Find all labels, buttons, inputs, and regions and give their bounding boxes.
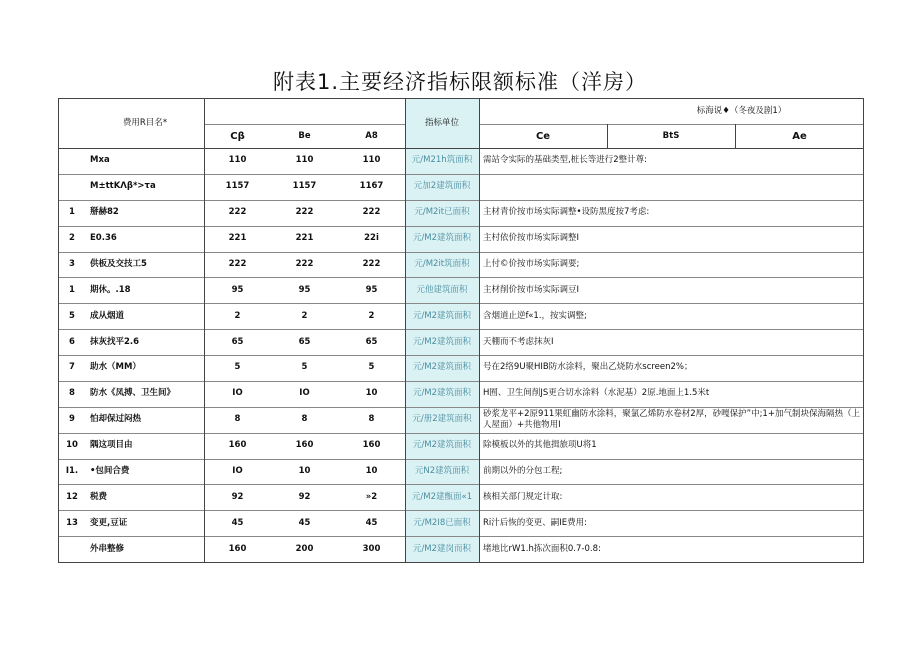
cell-no: 3 [69, 258, 75, 269]
cell-a: 5 [234, 362, 241, 373]
header-col-a: Cβ [230, 130, 245, 142]
row-rule [58, 226, 864, 227]
cell-note: 号在2络9U聚HIB防水涂料，聚出乙烧防水screen2%； [483, 362, 693, 373]
cell-c: 8 [368, 414, 375, 425]
cell-note: 砂浆龙平+2原911果虹幽防水涂料，聚氯乙烯防水卷材2厚，砂嘎保护”中;1+加气制块保海隔热（上人屋面）+共他物用I [483, 408, 860, 430]
cell-a: 222 [228, 258, 247, 269]
cell-a: 222 [228, 207, 247, 218]
rule-subheader-note [479, 124, 864, 125]
cell-no: 6 [69, 336, 75, 347]
cell-c: 10 [365, 465, 378, 476]
cell-name: 税费 [90, 491, 108, 502]
cell-no: 9 [69, 414, 75, 425]
cell-c: 2 [368, 310, 375, 321]
cell-a: 1157 [225, 181, 250, 192]
cell-a: 221 [228, 233, 247, 244]
cell-name: 变更,豆证 [90, 517, 128, 528]
cell-b: 1157 [292, 181, 317, 192]
row-rule [58, 407, 864, 408]
cell-unit: 元/M2建甑面«1 [405, 484, 479, 510]
cell-note: 主材削价按市场实际调豆I [483, 284, 580, 295]
page-title: 附表1.主要经济指标限额标准（洋房） [272, 70, 648, 94]
cell-unit: 元/M2建筑面积 [405, 355, 479, 381]
header-item-name: 费用R目名* [122, 117, 168, 128]
rule-top [58, 98, 864, 99]
cell-b: 221 [295, 233, 314, 244]
cell-no: 2 [69, 233, 75, 244]
row-rule [58, 303, 864, 304]
rule-subheader [204, 124, 405, 125]
cell-c: 65 [365, 336, 378, 347]
cell-note: 需站令实际的基础类型,桩长等进行2整计尊: [483, 155, 647, 166]
row-rule [58, 536, 864, 537]
rule-right [863, 98, 864, 563]
cell-note: 除模板以外的其他揖旅项U将1 [483, 440, 597, 451]
cell-b: 110 [295, 155, 314, 166]
row-rule [58, 277, 864, 278]
rule-after-name [204, 98, 205, 563]
indicator-table [58, 98, 864, 562]
cell-a: IO [232, 465, 243, 476]
cell-b: IO [299, 388, 310, 399]
row-rule [58, 459, 864, 460]
row-rule [58, 484, 864, 485]
cell-note: H囿、卫生间削JS更合切水涂料（水泥基）2原.地面上1.5米t [483, 388, 710, 399]
cell-c: 1167 [359, 181, 384, 192]
cell-no: I1. [65, 465, 79, 476]
cell-no: 12 [66, 491, 78, 502]
rule-bottom [58, 562, 864, 563]
cell-note: 含烟道止逆f«1.，按实调整; [483, 310, 587, 321]
cell-b: 95 [298, 284, 311, 295]
cell-a: 2 [234, 310, 241, 321]
cell-name: 隅这项目由 [90, 440, 133, 451]
cell-a: 95 [231, 284, 244, 295]
cell-a: 45 [231, 517, 244, 528]
cell-b: 8 [301, 414, 308, 425]
cell-c: 45 [365, 517, 378, 528]
cell-a: 160 [228, 440, 247, 451]
cell-unit: 元他建筑面积 [405, 277, 479, 303]
cell-no [58, 148, 86, 174]
cell-b: 160 [295, 440, 314, 451]
cell-c: 300 [362, 543, 381, 554]
cell-unit: 元加2建筑面积 [405, 174, 479, 200]
cell-unit: 元/M2建筑面积 [405, 303, 479, 329]
cell-note: 前期以外的分包工程; [483, 465, 563, 476]
row-rule [58, 200, 864, 201]
header-note-a: Ce [535, 130, 551, 142]
row-rule [58, 381, 864, 382]
row-rule [58, 252, 864, 253]
cell-unit: 元/M2I8已面积 [405, 510, 479, 536]
cell-b: 92 [298, 491, 311, 502]
cell-name: M±ttKΛβ*>τa [90, 181, 156, 192]
cell-b: 65 [298, 336, 311, 347]
cell-note: 主材青价按市场实际调整•设防黑度按7考虑: [483, 207, 650, 218]
cell-no: 5 [69, 310, 75, 321]
header-col-b: Be [298, 130, 311, 141]
cell-b: 200 [295, 543, 314, 554]
cell-name: •包间合费 [90, 465, 130, 476]
cell-b: 10 [298, 465, 311, 476]
cell-unit: 元/M2建岗而积 [405, 536, 479, 562]
cell-a: 160 [228, 543, 247, 554]
cell-note: 堵地比rW1.h拣次面积0.7-0.8: [483, 543, 601, 554]
cell-name: 外串整修 [90, 543, 125, 554]
cell-unit: 元/M2it筑面积 [405, 252, 479, 278]
cell-note: 主村依价按市场实际调整I [483, 233, 580, 244]
cell-no: 10 [66, 440, 78, 451]
header-note-group: 标海说♦（冬夜及剧1） [696, 105, 787, 116]
row-rule [58, 174, 864, 175]
cell-b: 45 [298, 517, 311, 528]
header-note-c: Ae [792, 130, 807, 142]
cell-name: Mxa [90, 155, 110, 166]
cell-c: »2 [365, 491, 378, 502]
cell-unit: 元N2建筑面积 [405, 459, 479, 485]
row-rule [58, 433, 864, 434]
cell-c: 10 [365, 388, 378, 399]
row-rule [58, 510, 864, 511]
cell-unit: 元/M21h筑面积 [405, 148, 479, 174]
cell-no [58, 174, 86, 200]
cell-note: 天棚而不考虑抹灰I [483, 336, 554, 347]
cell-a: 65 [231, 336, 244, 347]
cell-b: 2 [301, 310, 308, 321]
cell-note: 上付©价按市场实际调要; [483, 258, 580, 269]
row-rule [58, 329, 864, 330]
cell-unit: 元/M2建筑面积 [405, 329, 479, 355]
cell-b: 222 [295, 207, 314, 218]
cell-name: E0.36 [90, 233, 117, 244]
cell-c: 95 [365, 284, 378, 295]
cell-no: 8 [69, 388, 75, 399]
cell-c: 222 [362, 207, 381, 218]
cell-no [58, 536, 86, 562]
cell-unit: 元/M2it已面积 [405, 200, 479, 226]
cell-b: 222 [295, 258, 314, 269]
cell-name: 掰赫82 [90, 207, 119, 218]
cell-c: 22i [364, 233, 379, 244]
cell-c: 222 [362, 258, 381, 269]
cell-c: 160 [362, 440, 381, 451]
cell-name: 抹灰找平2.6 [90, 336, 140, 347]
cell-no: 1 [69, 207, 75, 218]
rule-note-ab [607, 124, 608, 148]
cell-unit: 元/册2建筑面积 [405, 407, 479, 433]
cell-note: Ri汁后恢的变更、嗣IE费用: [483, 517, 588, 528]
header-col-c: A8 [365, 130, 378, 141]
rule-header-bottom [58, 148, 864, 149]
cell-a: 110 [228, 155, 247, 166]
cell-name: 防水《凤搏、卫生间》 [90, 388, 176, 399]
cell-name: 期休。.18 [90, 284, 131, 295]
cell-a: IO [232, 388, 243, 399]
header-note-b: BtS [662, 130, 680, 141]
cell-name: 怕却保过闷热 [90, 414, 142, 425]
cell-name: 助水（MM） [90, 362, 141, 373]
cell-unit: 元/M2建筑面积 [405, 381, 479, 407]
cell-unit: 元/M2建筑面积 [405, 433, 479, 459]
cell-name: 供板及交技工5 [90, 258, 147, 269]
cell-c: 5 [368, 362, 375, 373]
cell-no: 1 [69, 284, 75, 295]
cell-a: 8 [234, 414, 241, 425]
cell-no: 7 [69, 362, 75, 373]
cell-name: 成从烟道 [90, 310, 125, 321]
cell-note: 核相关部门规定计取: [483, 491, 563, 502]
rule-note-bc [735, 124, 736, 148]
row-rule [58, 355, 864, 356]
rule-after-c [405, 98, 406, 563]
cell-no: 13 [66, 517, 78, 528]
rule-after-unit [479, 98, 480, 563]
rule-left [58, 98, 59, 563]
cell-c: 110 [362, 155, 381, 166]
cell-note [479, 174, 864, 200]
header-unit: 指标单位 [424, 117, 459, 128]
cell-a: 92 [231, 491, 244, 502]
cell-unit: 元/M2建筑面积 [405, 226, 479, 252]
cell-b: 5 [301, 362, 308, 373]
